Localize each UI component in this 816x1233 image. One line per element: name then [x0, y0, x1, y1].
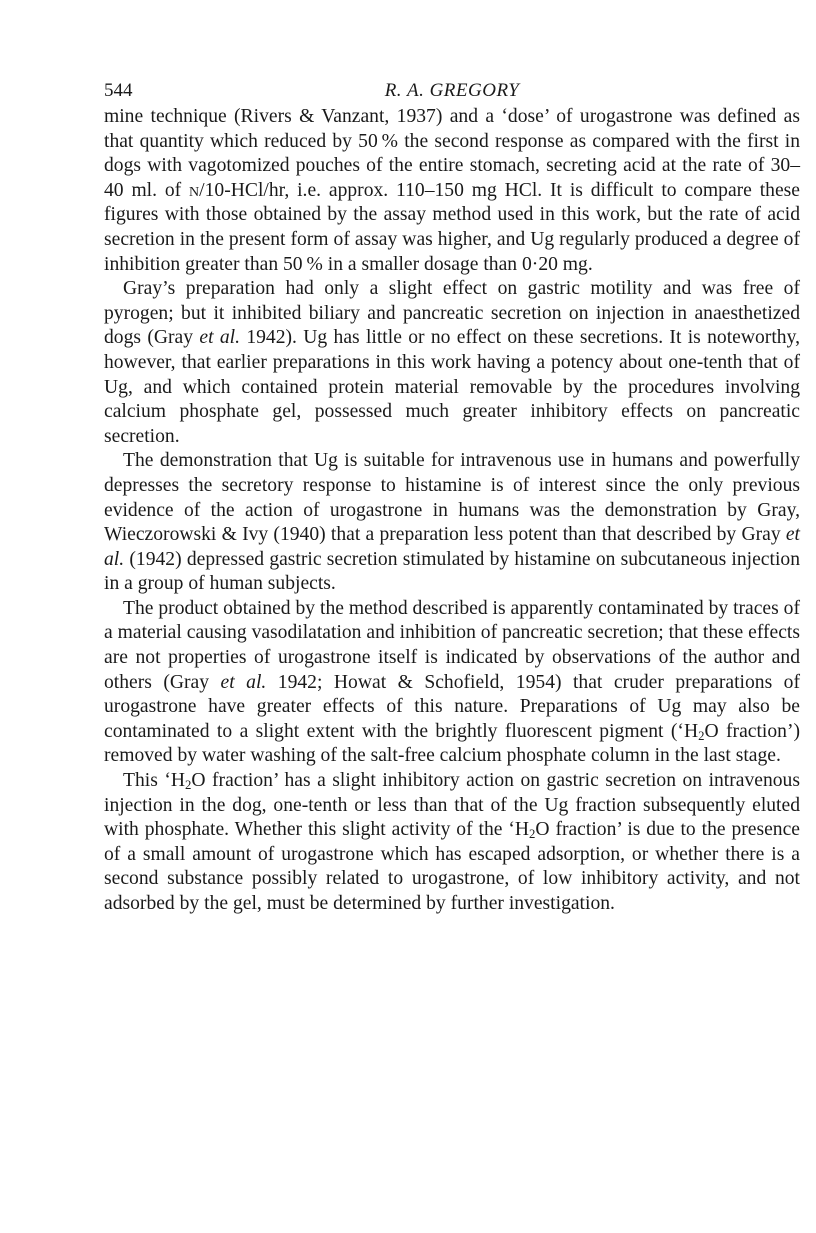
text-segment: Gray’s preparation had only a slight effect on gastric motility and was free of pyrogen; but it inhibited biliary and pancreatic secretion on injection in anaesthetized dogs (Gray — [104, 278, 800, 349]
running-title: R. A. GREGORY — [384, 80, 520, 101]
paragraph — [104, 597, 800, 769]
text-segment: O fraction’) removed by water washing of the salt-free calcium phosphate column in the last stage. — [104, 720, 800, 767]
italic-text: et al. — [199, 327, 240, 349]
paragraph — [104, 449, 800, 597]
text-segment: /10-HCl/hr, i.e. approx. 110–150 mg HCl. It is difficult to compare these figures with those obtained by the assay method used in this work, but the rate of acid secretion in the present form of assay was higher, and Ug regularly produced a degree of inhibition greater than 50 % in a smaller dosage than 0·20 mg. — [104, 179, 800, 275]
paragraph — [104, 769, 800, 917]
running-head — [104, 78, 800, 104]
subscript: 2 — [185, 778, 192, 793]
text-segment: The product obtained by the method described is apparently contaminated by traces of a material causing vasodilatation and inhibition of pancreatic secretion; that these effects are not properties of urogastrone itself is indicated by observations of the author and others (Gray — [104, 597, 800, 693]
text-segment: 1942; Howat & Schofield, 1954) that cruder preparations of urogastrone have greater effects of this nature. Preparations of Ug may also be contaminated to a slight extent with the brightly fluorescent pigment (‘H — [104, 671, 801, 742]
text-segment: The demonstration that Ug is suitable for intravenous use in humans and powerfully depresses the secretory response to histamine is of interest since the only previous evidence of the action of urogastrone in humans was the demonstration by Gray, Wieczorowski & Ivy (1940) that a preparation less potent than that described by Gray — [104, 450, 800, 546]
page-number: 544 — [104, 80, 133, 101]
text-segment: 1942). Ug has little or no effect on these secretions. It is noteworthy, however, that earlier preparations in this work having a potency about one-tenth that of Ug, and which contained protein material removable by the procedures involving calcium phosphate gel, possessed much greater inhibitory effects on pancreatic secretion. — [104, 327, 800, 447]
body-text — [104, 105, 800, 917]
text-segment: O fraction’ has a slight inhibitory action on gastric secretion on intravenous injection in the dog, one-tenth or less than that of the Ug fraction subsequently eluted with phosphate. Whether this slight activity of the ‘H — [104, 770, 800, 841]
italic-text: et al. — [220, 671, 267, 693]
text-segment: This ‘H — [123, 770, 185, 792]
text-segment: mine technique (Rivers & Vanzant, 1937) and a ‘dose’ of urogastrone was defined as that quantity which reduced by 50 % the second response as compared with the first in dogs with vagotomized pouches of the entire stomach, secreting acid at the rate of 30–40 ml. of — [104, 106, 800, 201]
subscript: 2 — [529, 827, 536, 842]
text-segment: O fraction’ is due to the presence of a small amount of urogastrone which has escaped adsorption, or whether there is a second substance possibly related to urogastrone, of low inhibitory activity, and not adsorbed by the gel, must be determined by further investigation. — [104, 819, 800, 914]
text-segment: (1942) depressed gastric secretion stimulated by histamine on subcutaneous injection in a group of human subjects. — [104, 548, 800, 595]
small-caps-text: n — [189, 179, 200, 201]
journal-page — [104, 78, 800, 917]
paragraph — [104, 105, 800, 277]
paragraph — [104, 277, 800, 449]
italic-text: et al. — [104, 524, 800, 570]
subscript: 2 — [698, 729, 705, 744]
